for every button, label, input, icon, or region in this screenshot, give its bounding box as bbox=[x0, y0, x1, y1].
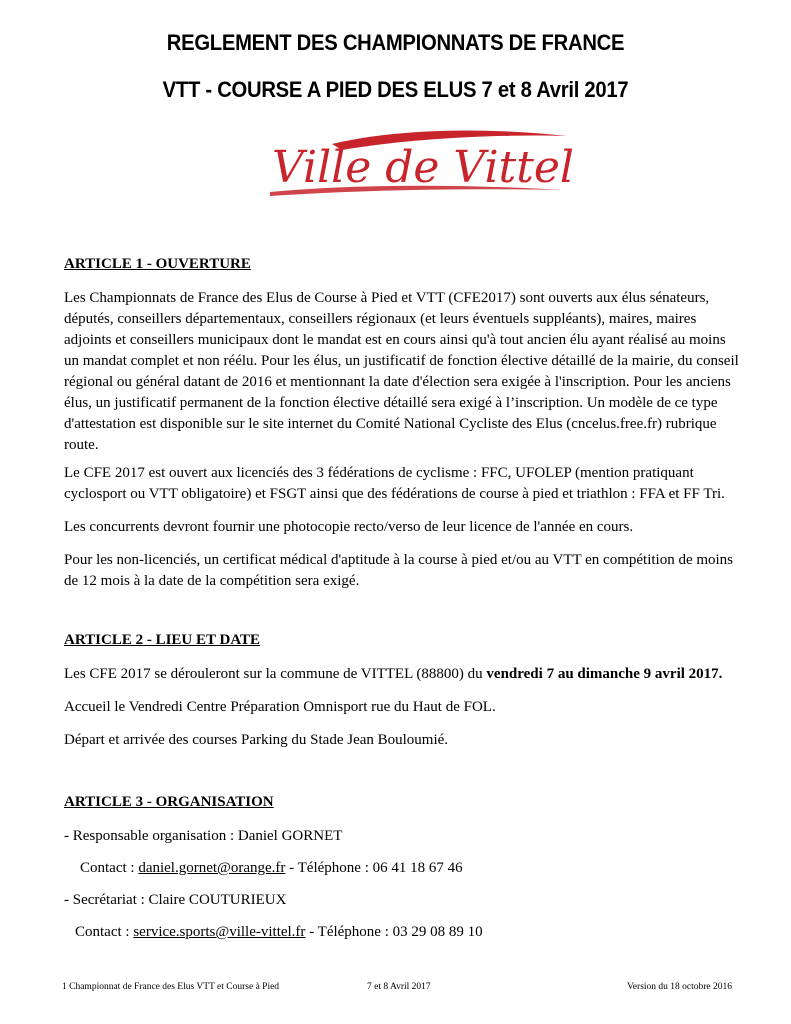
article-1-paragraph-3: Les concurrents devront fournir une photocopie recto/verso de leur licence de l'année en cours. bbox=[64, 519, 634, 535]
article-2-paragraph-2: Accueil le Vendredi Centre Préparation Omnisport rue du Haut de FOL. bbox=[64, 699, 496, 715]
contact-2-phone: - Téléphone : 03 29 08 89 10 bbox=[305, 924, 483, 940]
article-2-date-text: Les CFE 2017 se dérouleront sur la commune de VITTEL (88800) du bbox=[64, 666, 487, 682]
footer-center: 7 et 8 Avril 2017 bbox=[367, 982, 431, 992]
article-1-paragraph-4: Pour les non-licenciés, un certificat médical d'aptitude à la course à pied et/ou au VTT en compétition de moins de 12 mois à la date de la compétition sera exigé. bbox=[64, 552, 734, 589]
responsible-organisation: - Responsable organisation : Daniel GORNET bbox=[64, 828, 343, 844]
article-2-heading: ARTICLE 2 - LIEU ET DATE bbox=[64, 632, 261, 648]
footer-left: 1 Championnat de France des Elus VTT et Course à Pied bbox=[62, 982, 280, 992]
article-1-paragraph-2: Le CFE 2017 est ouvert aux licenciés des 3 fédérations de cyclisme : FFC, UFOLEP (mention pratiquant cyclosport ou VTT obligatoire) et FSGT ainsi que des fédérations de course à pied et triathlon : FFA et FF Tri. bbox=[64, 465, 725, 502]
contact-1-phone: - Téléphone : 06 41 18 67 46 bbox=[285, 860, 463, 876]
contact-2-label: Contact : bbox=[75, 924, 134, 940]
document-title: REGLEMENT DES CHAMPIONNATS DE FRANCE bbox=[166, 30, 625, 55]
article-2-paragraph-1 bbox=[64, 664, 744, 685]
article-3-heading: ARTICLE 3 - ORGANISATION bbox=[64, 794, 274, 810]
logo-text: Ville de Vittel bbox=[272, 142, 574, 193]
contact-line-2 bbox=[75, 922, 483, 942]
article-1-paragraph-1: Les Championnats de France des Elus de Course à Pied et VTT (CFE2017) sont ouverts aux élus sénateurs, députés, conseillers départementaux, conseillers régionaux (et leurs éventuels suppléants), maires, maires adjoints et conseillers municipaux dont le mandat est en cours ainsi qu'à tout ancien élu ayant réalisé au moins un mandat complet et non réélu. Pour les élus, un justificatif de fonction élective détaillé de la mairie, du conseil régional ou général datant de 2016 et mentionnant la date d'élection sera exigée à l'inscription. Pour les anciens élus, un justificatif permanent de la fonction élective détaillé sera exigé à l’inscription. Un modèle de ce type d'attestation est disponible sur le site internet du Comité National Cycliste des Elus (cncelus.free.fr) rubrique route. bbox=[64, 290, 739, 453]
secretariat: - Secrétariat : Claire COUTURIEUX bbox=[64, 892, 287, 908]
contact-2-email-link[interactable]: service.sports@ville-vittel.fr bbox=[133, 924, 306, 940]
document-subtitle: VTT - COURSE A PIED DES ELUS 7 et 8 Avril 2017 bbox=[162, 77, 629, 102]
contact-1-label: Contact : bbox=[80, 860, 139, 876]
article-1-heading: ARTICLE 1 - OUVERTURE bbox=[64, 256, 251, 272]
contact-1-email-link[interactable]: daniel.gornet@orange.fr bbox=[138, 860, 286, 876]
contact-line-1 bbox=[80, 858, 463, 878]
footer-right: Version du 18 octobre 2016 bbox=[627, 982, 733, 992]
logo-graphic bbox=[262, 122, 577, 212]
article-2-paragraph-3: Départ et arrivée des courses Parking du Stade Jean Bouloumié. bbox=[64, 732, 449, 748]
ville-de-vittel-logo bbox=[262, 122, 577, 212]
article-2-date-bold: vendredi 7 au dimanche 9 avril 2017. bbox=[486, 666, 723, 682]
